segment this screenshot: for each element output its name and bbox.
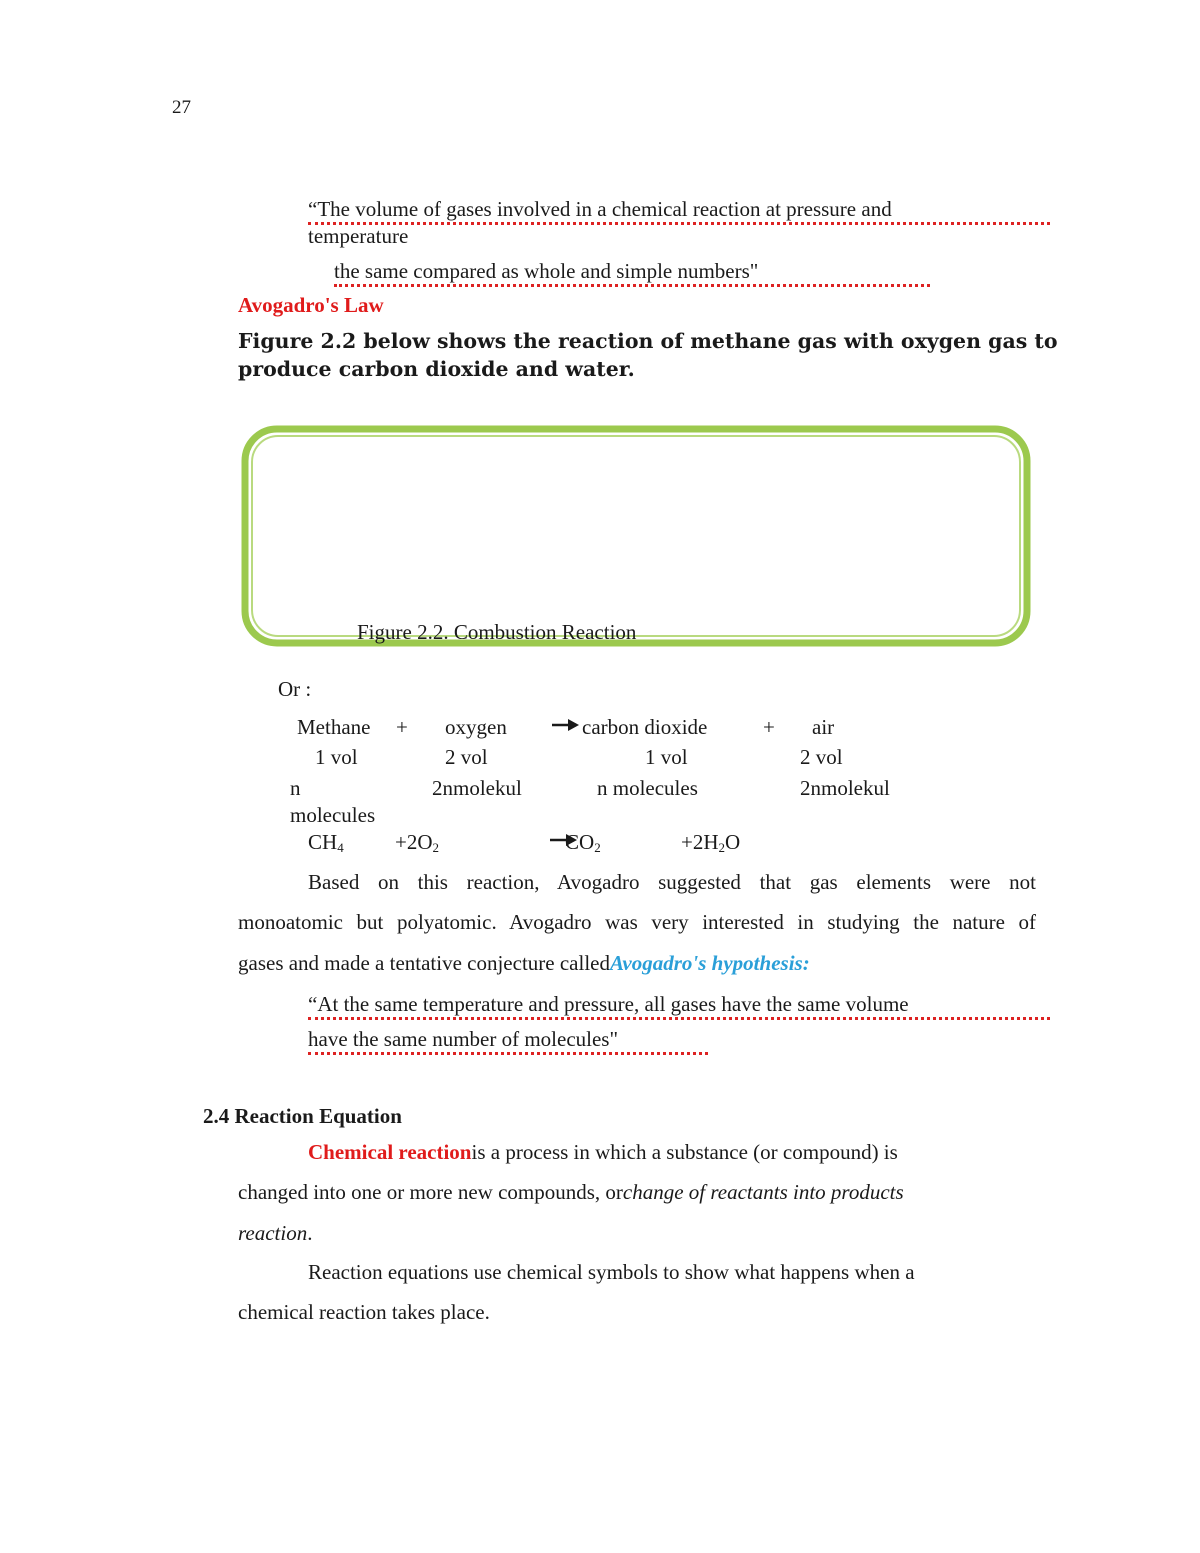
plus-sign-1: + <box>396 715 408 739</box>
formula-methane: $CH_4$ <box>308 830 344 855</box>
reaction-eq-p1-line2: changed into one or more new compounds, orchange of reactants into products <box>238 1180 904 1204</box>
reactant1-word: Methane <box>297 715 371 739</box>
volume-2: 2 vol <box>445 745 488 769</box>
figure-intro-line1: Figure 2.2 below shows the reaction of methane gas with oxygen gas to <box>238 329 1058 353</box>
quote1-line1: “The volume of gases involved in a chemical reaction at pressure and <box>308 196 1050 225</box>
quote2-line2: have the same number of molecules" <box>308 1026 708 1055</box>
reaction-eq-p2-line2: chemical reaction takes place. <box>238 1300 490 1324</box>
molecules-1-line1: n <box>290 776 301 800</box>
product1-word: carbon dioxide <box>582 715 708 739</box>
quote1-line3: the same compared as whole and simple numbers" <box>334 258 930 287</box>
figure-caption: Figure 2.2. Combustion Reaction <box>357 620 637 644</box>
paragraph1-line3: gases and made a tentative conjecture calledAvogadro's hypothesis: <box>238 951 810 975</box>
reaction-eq-p1-line3: reaction. <box>238 1221 313 1245</box>
chemical-reaction-term: Chemical reaction <box>308 1140 472 1164</box>
plus-sign-2: + <box>763 715 775 739</box>
volume-3: 1 vol <box>645 745 688 769</box>
right-arrow-icon <box>552 718 580 732</box>
quote2-line1: “At the same temperature and pressure, all gases have the same volume <box>308 991 1050 1020</box>
product2-word: air <box>812 715 835 739</box>
molecules-2: 2nmolekul <box>432 776 522 800</box>
reaction-equation-heading: 2.4 Reaction Equation <box>203 1104 402 1128</box>
molecules-3: n molecules <box>597 776 698 800</box>
avogadro-hypothesis-term: Avogadro's hypothesis: <box>609 951 810 975</box>
formula-water: $+2H_2O$ <box>681 830 741 855</box>
paragraph1-line1: Based on this reaction, Avogadro suggested that gas elements were not <box>308 870 1036 894</box>
molecules-1-line2: molecules <box>290 803 376 827</box>
or-label: Or : <box>278 677 312 701</box>
avogadro-law-heading: Avogadro's Law <box>238 293 384 317</box>
molecules-4: 2nmolekul <box>800 776 890 800</box>
quote1-line2: temperature <box>308 224 409 248</box>
reactant2-word: oxygen <box>445 715 507 739</box>
formula-carbon-dioxide: $CO_2$ <box>565 830 601 855</box>
paragraph1-line2: monoatomic but polyatomic. Avogadro was very interested in studying the nature of <box>238 910 1036 934</box>
formula-oxygen: $+2O_2$ <box>395 830 440 855</box>
reaction-eq-p1-line1: Chemical reactionis a process in which a substance (or compound) is <box>308 1140 898 1164</box>
volume-1: 1 vol <box>315 745 358 769</box>
volume-4: 2 vol <box>800 745 843 769</box>
page-number: 27 <box>172 97 191 118</box>
reaction-eq-p2-line1: Reaction equations use chemical symbols to show what happens when a <box>308 1260 915 1284</box>
figure-intro-line2: produce carbon dioxide and water. <box>238 357 635 381</box>
figure-frame <box>240 424 1032 648</box>
